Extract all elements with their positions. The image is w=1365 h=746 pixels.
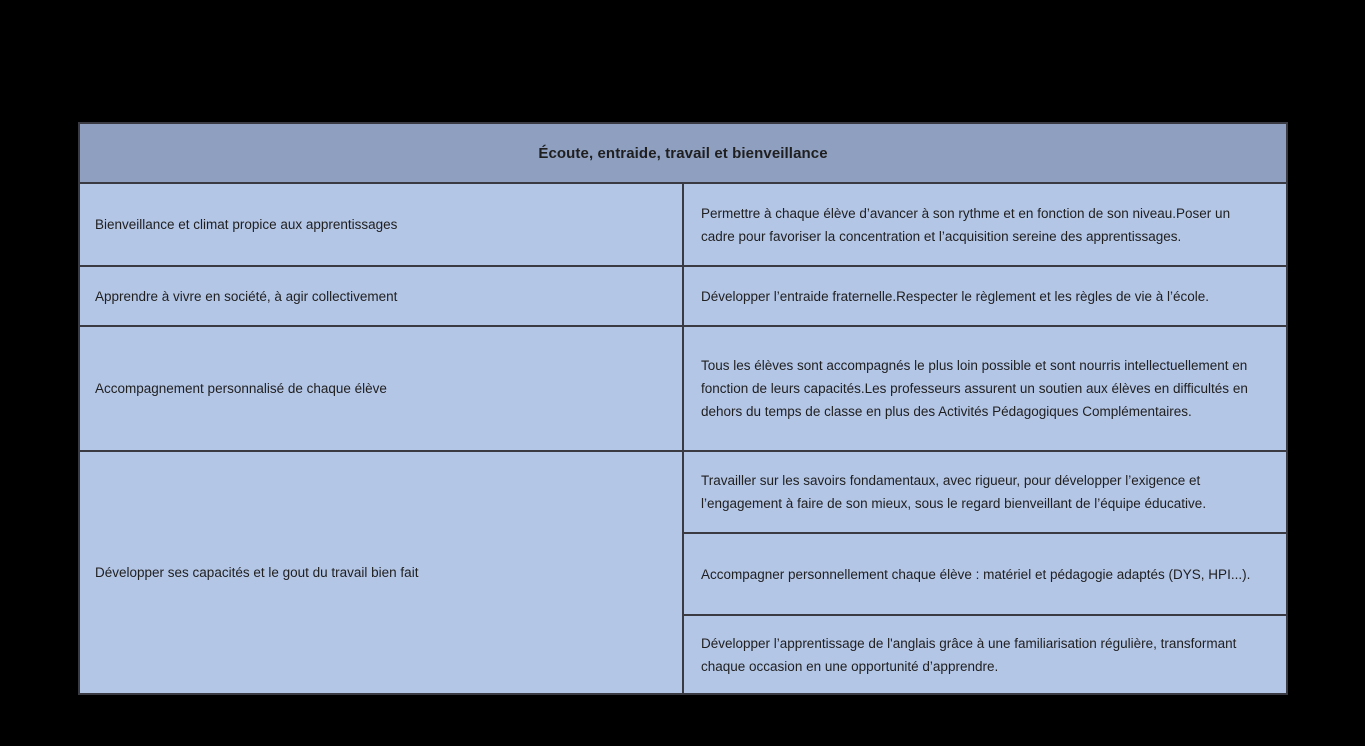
theme-cell-capacites: Développer ses capacités et le gout du travail bien fait (79, 451, 683, 694)
table-row (79, 451, 1287, 533)
objective-cell: Tous les élèves sont accompagnés le plus loin possible et sont nourris intellectuellement en fonction de leurs capacités.Les professeurs assurent un soutien aux élèves en difficultés en dehors du temps de classe en plus des Activités Pédagogiques Complémentaires. (683, 326, 1287, 451)
table-header-row (79, 123, 1287, 183)
objective-cell: Développer l’apprentissage de l'anglais grâce à une familiarisation régulière, transformant chaque occasion en une opportunité d’apprendre. (683, 615, 1287, 694)
table-title: Écoute, entraide, travail et bienveillance (79, 123, 1287, 183)
objective-cell: Travailler sur les savoirs fondamentaux, avec rigueur, pour développer l’exigence et l’engagement à faire de son mieux, sous le regard bienveillant de l’équipe éducative. (683, 451, 1287, 533)
table-row (79, 183, 1287, 266)
objective-cell: Accompagner personnellement chaque élève : matériel et pédagogie adaptés (DYS, HPI...). (683, 533, 1287, 615)
theme-cell-societe: Apprendre à vivre en société, à agir collectivement (79, 266, 683, 326)
objective-cell: Développer l’entraide fraternelle.Respecter le règlement et les règles de vie à l’école. (683, 266, 1287, 326)
table-row (79, 266, 1287, 326)
objective-cell: Permettre à chaque élève d’avancer à son rythme et en fonction de son niveau.Poser un cadre pour favoriser la concentration et l’acquisition sereine des apprentissages. (683, 183, 1287, 266)
table-row (79, 326, 1287, 451)
theme-cell-accompagnement: Accompagnement personnalisé de chaque élève (79, 326, 683, 451)
values-table (78, 122, 1288, 695)
theme-cell-bienveillance: Bienveillance et climat propice aux apprentissages (79, 183, 683, 266)
